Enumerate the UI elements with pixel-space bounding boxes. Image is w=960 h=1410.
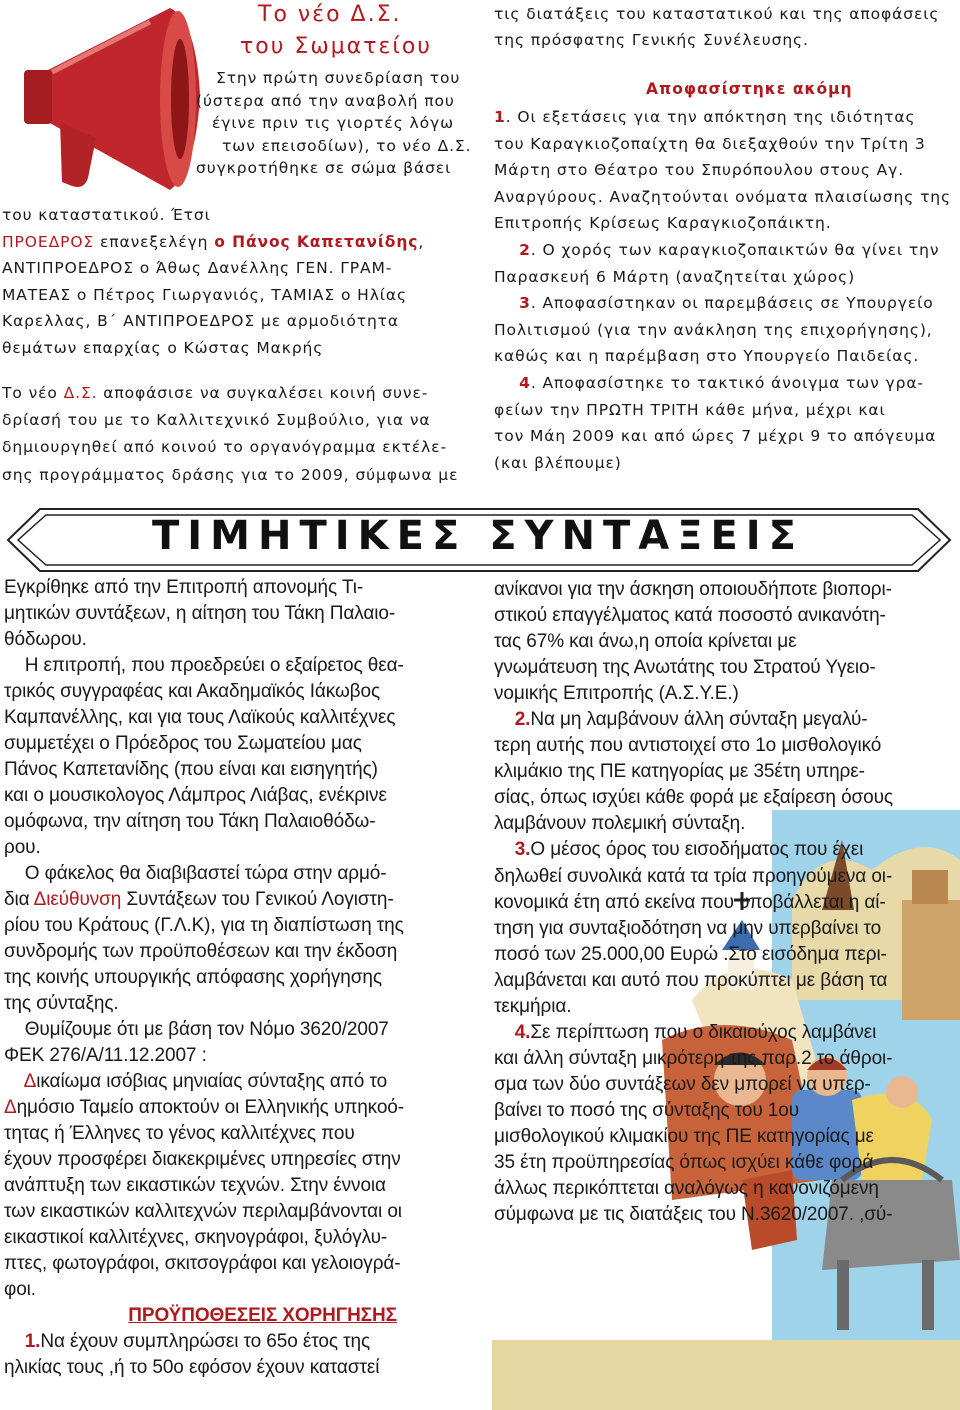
text-segment: στικού επαγγέλματος κατά ποσοστό ανικανότη- — [494, 605, 886, 627]
text-line — [494, 603, 893, 629]
pension-article-right — [494, 577, 893, 1228]
text-segment: σύμφωνα με τις διατάξεις του Ν.3620/2007. ,σύ- — [494, 1204, 893, 1226]
text-line — [494, 290, 951, 317]
text-line — [2, 282, 424, 309]
text-line — [494, 681, 893, 707]
board-decision — [2, 380, 458, 489]
text-line — [494, 423, 951, 450]
text-line — [494, 1150, 893, 1176]
text-line — [4, 653, 404, 679]
text-line — [4, 1199, 404, 1225]
text-line — [494, 1098, 893, 1124]
text-line — [494, 370, 951, 397]
text-segment — [4, 1305, 128, 1326]
text-segment: συνδρομής των προϋποθέσεων και την έκδοση — [4, 941, 398, 962]
text-line — [494, 1072, 893, 1098]
text-line — [4, 1147, 404, 1173]
text-line — [4, 965, 404, 991]
text-line — [4, 1043, 404, 1069]
text-line: συγκροτήθηκε σε σώμα βάσει — [196, 159, 452, 178]
text-line — [2, 202, 424, 229]
intro-paragraph — [196, 67, 471, 180]
text-line — [494, 184, 951, 211]
text-line — [4, 679, 404, 705]
text-line — [4, 1251, 404, 1277]
text-segment: Ο φάκελος θα διαβιβαστεί τώρα στην αρμό- — [4, 863, 387, 884]
text-segment: των εικαστικών καλλιτεχνών περιλαμβάνονται οι — [4, 1201, 402, 1222]
text-segment: Πάνος Καπετανίδης (που είναι και εισηγητής) — [4, 759, 378, 780]
text-segment: γνωμάτευση της Ανωτάτης του Στρατού Υγειο- — [494, 657, 876, 679]
text-segment: Σε περίπτωση που ο δικαιούχος λαμβάνει — [530, 1021, 877, 1043]
text-segment: Δ.Σ. — [63, 384, 98, 402]
text-line — [4, 1069, 404, 1095]
text-line — [494, 707, 893, 733]
text-line — [494, 916, 893, 942]
text-segment: ομόφωνα, την αίτηση του Τάκη Παλαιοθόδω- — [4, 811, 376, 832]
text-segment: κονομικά έτη από εκείνα που υποβάλλεται η αί- — [494, 891, 886, 913]
text-segment: Παρασκευή 6 Μάρτη (αναζητείται χώρος) — [494, 267, 856, 286]
text-segment: τας 67% και άνω,η οποία κρίνεται με — [494, 631, 797, 653]
text-line — [494, 864, 893, 890]
text-segment: συμμετέχει ο Πρόεδρος του Σωματείου μας — [4, 733, 362, 754]
pension-article-left — [4, 575, 404, 1381]
text-segment: δημιουργηθεί από κοινού το οργανόγραμμα εκτέλε- — [2, 438, 447, 457]
text-segment: Θυμίζουμε ότι με βάση τον Νόμο 3620/2007 — [4, 1019, 389, 1040]
text-line — [2, 434, 458, 461]
text-line — [2, 308, 424, 335]
text-line — [4, 809, 404, 835]
text-segment: Καρελλας, Β΄ ΑΝΤΙΠΡΟΕΔΡΟΣ με αρμοδιότητα — [2, 312, 400, 331]
text-segment: ΜΑΤΕΑΣ ο Πέτρος Γιωργανιός, ΤΑΜΙΑΣ ο Ηλίας — [2, 285, 408, 304]
text-segment: θόδωρου. — [4, 629, 87, 650]
text-segment: σμα των δύο συντάξεων δεν μπορεί να υπερ- — [494, 1073, 871, 1095]
text-line — [494, 450, 951, 477]
text-segment: 2. — [514, 709, 531, 731]
text-segment: κλιμάκιο της ΠΕ κατηγορίας με 35έτη υπηρε- — [494, 761, 865, 783]
text-segment: Εγκρίθηκε από την Επιτροπή απονομής Τι- — [4, 577, 364, 598]
text-segment: σης προγράμματος δράσης για το 2009, σύμφωνα με — [2, 465, 459, 484]
text-segment: και ο μουσικολογος Λάμπρος Λιάβας, ενέκρινε — [4, 785, 387, 806]
text-segment: ικαίωμα ισόβιας μηνιαίας σύνταξης από το — [36, 1071, 388, 1092]
text-segment: θεμάτων επαρχίας ο Κώστας Μακρής — [2, 338, 324, 357]
text-line — [494, 317, 951, 344]
text-line — [4, 1173, 404, 1199]
text-line — [4, 939, 404, 965]
text-segment: ανάπτυξη των εικαστικών τεχνών. Στην έννοια — [4, 1175, 386, 1196]
text-line — [494, 968, 893, 994]
text-line — [494, 343, 951, 370]
text-segment: 3. — [514, 839, 531, 861]
text-segment: ΠΡΟΫΠΟΘΕΣΕΙΣ ΧΟΡΗΓΗΣΗΣ — [128, 1305, 397, 1326]
text-line — [494, 785, 893, 811]
text-line — [2, 407, 458, 434]
text-segment: . Αποφασίστηκε το τακτικό άνοιγμα των γρα- — [530, 373, 924, 392]
text-line — [2, 335, 424, 362]
text-segment: Να μη λαμβάνουν άλλη σύνταξη μεγαλύ- — [530, 709, 868, 731]
text-line — [4, 1017, 404, 1043]
text-segment: 1 — [494, 108, 506, 126]
board-composition — [2, 202, 424, 362]
text-segment: λαμβάνεται και αυτό που προκύπτει με βάση τα — [494, 969, 888, 991]
text-line — [2, 380, 458, 407]
text-segment: , — [418, 232, 425, 251]
text-segment: . Αποφασίστηκαν οι παρεμβάσεις σε Υπουργείο — [530, 294, 934, 313]
text-segment: μητικών συντάξεων, η αίτηση του Τάκη Παλαιο- — [4, 603, 396, 624]
text-segment: έχουν προσφέρει διακεκριμένες υπηρεσίες στην — [4, 1149, 401, 1170]
text-segment: τρικός συγγραφέας και Ακαδημαϊκός Ιάκωβος — [4, 681, 381, 702]
text-segment: ποσό των 25.000,00 Ευρώ .Στο εισόδημα περι- — [494, 943, 887, 965]
text-line — [494, 1176, 893, 1202]
text-segment: . Ο χορός των καραγκιοζοπαικτών θα γίνει την — [530, 240, 940, 259]
text-segment: λαμβάνουν πολεμική σύνταξη. — [494, 813, 746, 835]
text-line: τις διατάξεις του καταστατικού και της αποφάσεις — [494, 5, 940, 23]
text-segment: του Καραγκιοζοπαίχτη θα διεξαχθούν την Τρίτη 3 — [494, 134, 926, 153]
text-segment: της σύνταξης. — [4, 993, 119, 1014]
text-segment: ΠΡΟΕΔΡΟΣ — [2, 232, 95, 251]
text-segment: . Οι εξετάσεις για την απόκτηση της ιδιότητας — [505, 108, 916, 126]
text-segment: δια — [4, 889, 34, 910]
text-line — [2, 229, 424, 256]
text-line — [4, 705, 404, 731]
text-line — [494, 210, 951, 237]
text-segment: Δ — [23, 1071, 37, 1092]
text-segment: βαίνει το ποσό της σύνταξης του 1ου — [494, 1099, 800, 1121]
text-segment: τηση για συνταξιοδότηση να μην υπερβαίνει το — [494, 917, 882, 939]
text-line — [494, 264, 951, 291]
text-line — [494, 759, 893, 785]
text-segment: ρίου του Κράτους (Γ.Λ.Κ), για τη διαπίστωση της — [4, 915, 404, 936]
text-line: των επεισοδίων), το νέο Δ.Σ. — [222, 136, 472, 155]
text-line — [494, 1124, 893, 1150]
text-line — [494, 104, 951, 131]
text-segment: άλλως περικόπτεται αναλόγως η κανονιζόμενη — [494, 1178, 879, 1200]
text-segment — [494, 709, 515, 730]
text-segment: τερη αυτής που αντιστοιχεί στο 1ο μισθολογικό — [494, 735, 882, 757]
text-line — [4, 1303, 404, 1329]
text-segment: Μάρτη στο Θέατρο του Σπυρόπουλου στους Αγ. — [494, 161, 905, 180]
text-line — [494, 994, 893, 1020]
text-segment: 35 έτη προϋπηρεσίας όπως ισχύει κάθε φορά — [494, 1152, 874, 1174]
text-segment: Διεύθυνση — [33, 889, 122, 910]
text-line — [4, 783, 404, 809]
text-line — [494, 131, 951, 158]
text-line: (ύστερα από την αναβολή που — [196, 91, 455, 110]
text-line — [4, 1355, 404, 1381]
text-segment: εικαστικοί καλλιτέχνες, σκηνογράφοι, ξυλόγλυ- — [4, 1227, 388, 1248]
text-segment: Δ — [4, 1097, 17, 1118]
text-segment — [4, 1071, 24, 1092]
text-line — [494, 1020, 893, 1046]
text-line — [494, 237, 951, 264]
text-line — [4, 731, 404, 757]
text-segment: ημόσιο Ταμείο αποκτούν οι Ελληνικής υπηκοό- — [16, 1097, 405, 1118]
text-line — [4, 991, 404, 1017]
text-line — [494, 811, 893, 837]
text-segment: ηλικίας τους ,ή το 50ο εφόσον έχουν καταστεί — [4, 1357, 380, 1378]
text-segment: της κοινής υπουργικής απόφασης χορήγησης — [4, 967, 382, 988]
text-segment: 4 — [494, 373, 531, 392]
text-line — [4, 835, 404, 861]
text-line — [494, 733, 893, 759]
text-segment: Πολιτισμού (για την ανάκληση της επιχορήγησης), — [494, 320, 933, 339]
text-line — [4, 575, 404, 601]
text-segment: Να έχουν συμπληρώσει το 65ο έτος της — [40, 1331, 371, 1352]
banner-title: ΤΙΜΗΤΙΚΕΣ ΣΥΝΤΑΞΕΙΣ — [152, 513, 804, 559]
text-segment: μισθολογικού κλιμακίου της ΠΕ κατηγορίας με — [494, 1125, 874, 1147]
text-segment — [494, 1022, 515, 1043]
text-segment: τεκμήρια. — [494, 995, 572, 1017]
text-segment: ανίκανοι για την άσκηση οποιουδήποτε βιοπορι- — [494, 579, 892, 600]
text-line — [2, 255, 424, 282]
megaphone-icon — [0, 0, 210, 200]
text-segment: επανεξελέγη — [94, 232, 215, 251]
text-line — [494, 655, 893, 681]
text-line — [4, 913, 404, 939]
text-line — [494, 577, 893, 603]
text-line — [4, 1225, 404, 1251]
text-segment — [494, 839, 515, 860]
text-segment: ρου. — [4, 837, 41, 858]
text-line — [4, 887, 404, 913]
text-segment: καθώς και η παρέμβαση στο Υπουργείο Παιδείας. — [494, 347, 920, 366]
text-segment — [4, 1331, 25, 1352]
text-line: της πρόσφατης Γενικής Συνέλευσης. — [494, 30, 809, 49]
text-segment: Η επιτροπή, που προεδρεύει ο εξαίρετος θεα- — [4, 655, 404, 676]
section-title: Το νέο Δ.Σ. — [258, 2, 402, 27]
text-line — [494, 890, 893, 916]
section-subtitle: του Σωματείου — [240, 34, 433, 59]
text-line — [494, 837, 893, 863]
decisions-heading: Αποφασίστηκε ακόμη — [646, 80, 853, 98]
text-line — [4, 1277, 404, 1303]
text-segment: του καταστατικού. Έτσι — [2, 206, 211, 224]
text-line: Στην πρώτη συνεδρίαση του — [216, 69, 461, 87]
text-segment: πτες, φωτογράφοι, σκιτσογράφοι και γελοιογρά- — [4, 1253, 401, 1274]
text-segment: Συντάξεων του Γενικού Λογιστη- — [121, 889, 394, 910]
text-segment: ΦΕΚ 276/Α/11.12.2007 : — [4, 1045, 207, 1066]
text-segment: και άλλη σύνταξη μικρότερη της παρ.2 το άθροι- — [494, 1047, 893, 1069]
text-segment: (και βλέπουμε) — [494, 453, 622, 472]
text-line — [494, 1046, 893, 1072]
text-segment: σίας, όπως ισχύει κάθε φορά με εξαίρεση όσους — [494, 787, 893, 809]
text-segment: Αναργύρους. Αναζητούνται ονόματα πλαισίωσης της — [494, 187, 952, 206]
text-line — [4, 757, 404, 783]
text-line — [4, 1095, 404, 1121]
continued-text — [494, 2, 939, 53]
text-line — [4, 627, 404, 653]
text-line — [494, 397, 951, 424]
text-segment: Το νέο — [2, 384, 64, 402]
text-segment: 3 — [494, 294, 531, 313]
text-segment: 1. — [24, 1331, 41, 1352]
text-line: έγινε πριν τις γιορτές λόγω — [212, 114, 454, 133]
text-segment: 4. — [514, 1021, 531, 1043]
text-line — [494, 1202, 893, 1228]
text-segment: φείων την ΠΡΩΤΗ ΤΡΙΤΗ κάθε μήνα, μέχρι και — [494, 400, 886, 419]
text-line — [494, 942, 893, 968]
text-segment: δηλωθεί συνολικά κατά τα τρία προηγούμενα οι- — [494, 865, 893, 887]
decisions-list — [494, 104, 951, 476]
text-segment: Καμπανέλλης, και για τους Λαϊκούς καλλιτέχνες — [4, 707, 396, 728]
text-line — [494, 157, 951, 184]
text-line — [2, 462, 458, 489]
text-segment: Ο μέσος όρος του εισοδήματος που έχει — [530, 839, 864, 861]
text-segment: δρίασή του με το Καλλιτεχνικό Συμβούλιο, για να — [2, 411, 431, 430]
text-segment: αποφάσισε να συγκαλέσει κοινή συνε- — [97, 384, 429, 402]
text-line — [4, 1121, 404, 1147]
text-segment: 2 — [494, 240, 531, 259]
text-line — [4, 1329, 404, 1355]
text-segment: νομικής Επιτροπής (Α.Σ.Υ.Ε.) — [494, 683, 739, 705]
text-line — [494, 629, 893, 655]
text-segment: Επιτροπής Κρίσεως Καραγκιοζοπάικτη. — [494, 214, 832, 233]
text-segment: τητας ή Έλληνες το γένος καλλιτέχνες που — [4, 1123, 355, 1144]
text-segment: φοι. — [4, 1279, 36, 1300]
text-segment: ΑΝΤΙΠΡΟΕΔΡΟΣ ο Άθως Δανέλλης ΓΕΝ. ΓΡΑΜ- — [2, 259, 393, 278]
text-segment: τον Μάη 2009 και από ώρες 7 μέχρι 9 το απόγευμα — [494, 427, 937, 446]
text-segment: ο Πάνος Καπετανίδης — [214, 232, 419, 251]
text-line — [4, 601, 404, 627]
text-line — [4, 861, 404, 887]
